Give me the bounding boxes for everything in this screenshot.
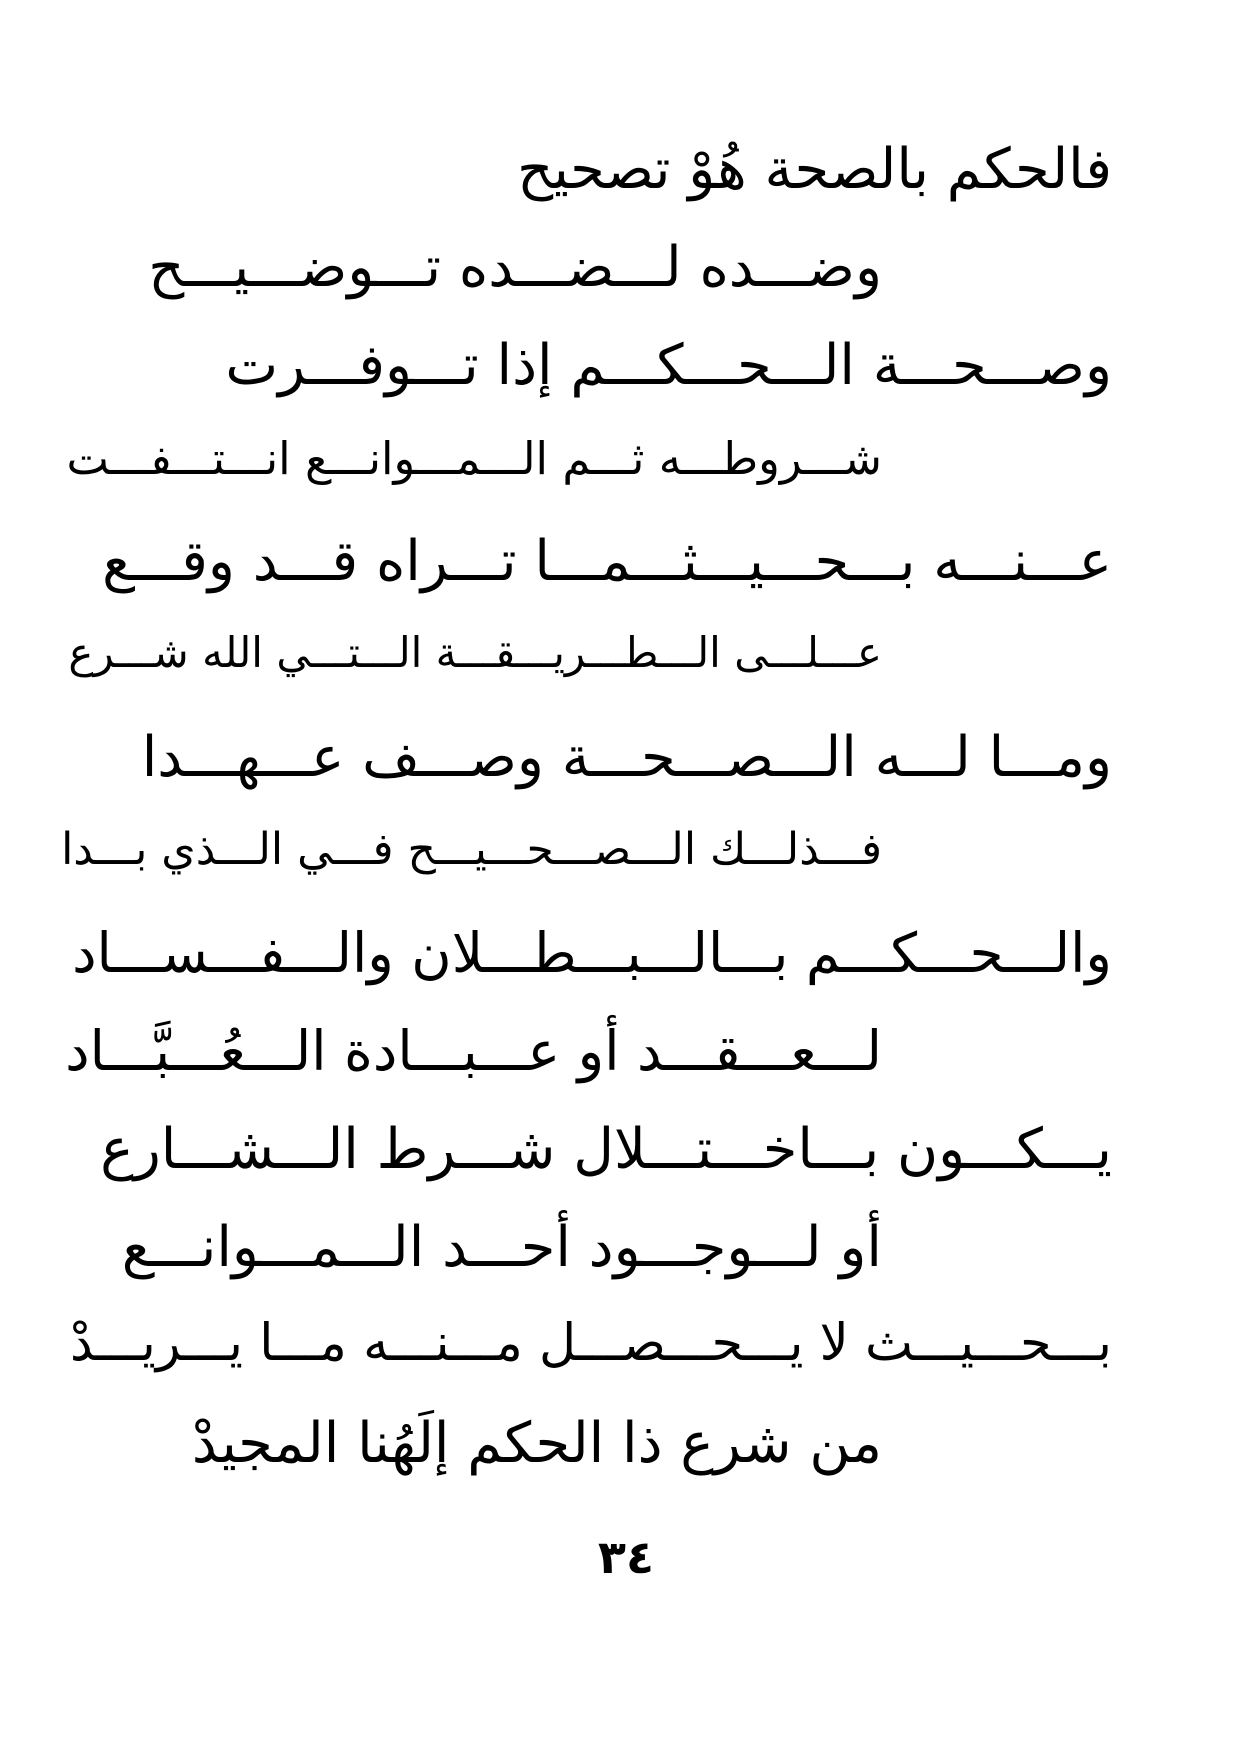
verse-line-2: وضـــده لـــضـــده تـــوضـــيـــح <box>148 235 882 300</box>
verse-line-10: لـــعـــقـــد أو عـــبـــادة الـــعُـــبَّـــاد <box>65 1019 882 1083</box>
verse-line-6: عـــلـــى الـــطـــريـــقـــة الـــتـــي الله شـــرع <box>68 628 882 677</box>
verse-line-13: بـــحـــيـــث لا يـــحـــصـــل مـــنـــه مـــا يـــريـــدْ <box>70 1314 1112 1373</box>
verse-line-8: فـــذلـــك الـــصـــحـــيـــح فـــي الـــذي بـــدا <box>61 824 882 875</box>
verse-line-9: والـــحـــكـــم بـــالـــبـــطـــلان والـــفـــســـاد <box>72 921 1112 985</box>
page-number: ٣٤ <box>597 1530 655 1584</box>
verse-line-5: عـــنـــه بـــحـــيـــثـــمـــا تـــراه قـــد وقـــع <box>102 529 1112 594</box>
verse-line-3: وصـــحـــة الـــحـــكـــم إذا تـــوفـــرت <box>225 333 1112 398</box>
verse-line-4: شـــروطـــه ثـــم الـــمـــوانـــع انـــتـــفـــت <box>66 432 882 485</box>
verse-line-12: أو لـــوجـــود أحـــد الـــمـــوانـــع <box>121 1215 882 1280</box>
verse-line-1: فالحكم بالصحة هُوْ تصحيح <box>517 137 1112 202</box>
verse-line-14: من شرع ذا الحكم إلَهُنا المجيدْ <box>191 1411 882 1476</box>
verse-line-7: ومـــا لـــه الـــصـــحـــة وصـــف عـــهـــدا <box>141 725 1112 790</box>
verse-line-11: يـــكـــون بـــاخـــتـــلال شـــرط الـــشـــارع <box>100 1117 1112 1182</box>
